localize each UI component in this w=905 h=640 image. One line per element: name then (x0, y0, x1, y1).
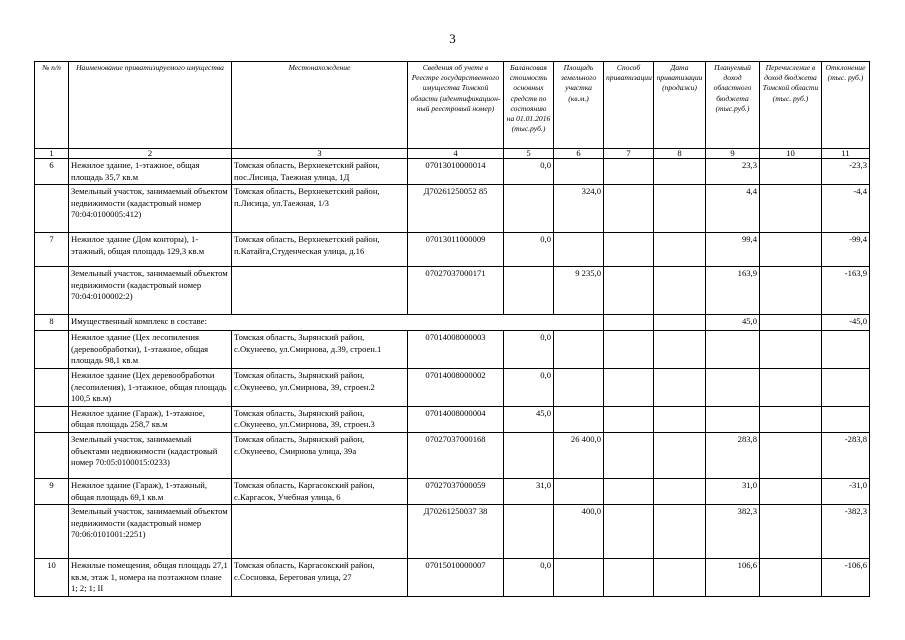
balance-value: 0,0 (504, 559, 554, 597)
table-row (35, 432, 870, 478)
row-number (35, 406, 69, 432)
row-number: 7 (35, 233, 69, 267)
property-name: Земельный участок, занимаемый объектами недвижимости (кадастровый номер 70:05:0100015:0233) (69, 432, 232, 478)
balance-value (504, 432, 554, 478)
deviation: -31,0 (822, 478, 870, 504)
registry-number: 07013010000014 (408, 159, 504, 185)
location: Томская область, Каргасокский район, с.Каргасок, Учебная улица, 6 (232, 478, 408, 504)
header-cell: Местонахождение (232, 62, 408, 149)
privatization-method (604, 559, 654, 597)
registry-number: Д70261250037 38 (408, 505, 504, 559)
budget-transfer (760, 331, 822, 369)
balance-value (504, 267, 554, 315)
table-row (35, 267, 870, 315)
property-name: Земельный участок, занимаемый объектом недвижимости (кадастровый номер 70:04:0100005:412) (69, 185, 232, 233)
column-number-row (35, 149, 870, 159)
column-number: 3 (232, 149, 408, 159)
budget-transfer (760, 432, 822, 478)
privatization-method (604, 478, 654, 504)
row-number: 6 (35, 159, 69, 185)
budget-transfer (760, 406, 822, 432)
privatization-method (604, 368, 654, 406)
header-row (35, 62, 870, 149)
table-row (35, 368, 870, 406)
privatization-method (604, 432, 654, 478)
budget-transfer (760, 315, 822, 331)
column-number: 1 (35, 149, 69, 159)
deviation: -106,6 (822, 559, 870, 597)
registry-number: 07027037000168 (408, 432, 504, 478)
location: Томская область, Зырянский район, с.Окунеево, ул.Смирнова, д.39, строен.1 (232, 331, 408, 369)
land-area (554, 159, 604, 185)
page-number: 3 (449, 31, 456, 46)
deviation: -45,0 (822, 315, 870, 331)
deviation: -23,3 (822, 159, 870, 185)
planned-income: 31,0 (706, 478, 760, 504)
deviation: -163,9 (822, 267, 870, 315)
row-number (35, 267, 69, 315)
land-area (554, 331, 604, 369)
planned-income (706, 406, 760, 432)
complex-heading: Имущественный комплекс в составе: (69, 315, 604, 331)
table-row (35, 406, 870, 432)
privatization-method (604, 406, 654, 432)
location: Томская область, Верхнекетский район, п.Катайга,Студенческая улица, д.16 (232, 233, 408, 267)
header-cell: Сведения об учете в Реестре государственного имущества Томской области (идентификацион-ный реестровый номер) (408, 62, 504, 149)
land-area (554, 368, 604, 406)
table-row (35, 559, 870, 597)
privatization-method (604, 331, 654, 369)
table-row (35, 315, 870, 331)
privatization-date (654, 432, 706, 478)
property-name: Нежилое здание (Гараж), 1-этажный, общая площадь 69,1 кв.м (69, 478, 232, 504)
privatization-date (654, 559, 706, 597)
property-name: Нежилое здание (Гараж), 1-этажное, общая площадь 258,7 кв.м (69, 406, 232, 432)
header-cell: Балансовая стоимость основных средств по состоянию на 01.01.2016 (тыс.руб.) (504, 62, 554, 149)
land-area: 400,0 (554, 505, 604, 559)
row-number: 10 (35, 559, 69, 597)
balance-value: 0,0 (504, 331, 554, 369)
column-number: 11 (822, 149, 870, 159)
privatization-method (604, 315, 654, 331)
privatization-date (654, 315, 706, 331)
column-number: 9 (706, 149, 760, 159)
column-number: 7 (604, 149, 654, 159)
row-number (35, 432, 69, 478)
table-row (35, 159, 870, 185)
table-row (35, 478, 870, 504)
property-name: Нежилое здание (Дом конторы), 1-этажный, общая площадь 129,3 кв.м (69, 233, 232, 267)
balance-value: 0,0 (504, 159, 554, 185)
row-number (35, 505, 69, 559)
column-number: 6 (554, 149, 604, 159)
balance-value (504, 185, 554, 233)
row-number (35, 185, 69, 233)
property-name: Нежилое здание, 1-этажное, общая площадь 35,7 кв.м (69, 159, 232, 185)
privatization-method (604, 233, 654, 267)
deviation: -4,4 (822, 185, 870, 233)
privatization-date (654, 159, 706, 185)
budget-transfer (760, 559, 822, 597)
deviation (822, 406, 870, 432)
land-area (554, 406, 604, 432)
deviation: -283,8 (822, 432, 870, 478)
location: Томская область, Верхнекетский район, п.Лисица, ул.Таежная, 1/3 (232, 185, 408, 233)
planned-income: 45,0 (706, 315, 760, 331)
header-cell: Плануемый доход областного бюджета (тыс.руб.) (706, 62, 760, 149)
row-number: 9 (35, 478, 69, 504)
registry-number: 07014008000003 (408, 331, 504, 369)
table-row (35, 185, 870, 233)
land-area (554, 478, 604, 504)
planned-income (706, 331, 760, 369)
budget-transfer (760, 368, 822, 406)
privatization-method (604, 185, 654, 233)
location: Томская область, Зырянский район, с.Окунеево, ул.Смирнова, 39, строен.3 (232, 406, 408, 432)
registry-number: 07027037000171 (408, 267, 504, 315)
budget-transfer (760, 159, 822, 185)
privatization-date (654, 233, 706, 267)
column-number: 8 (654, 149, 706, 159)
row-number (35, 368, 69, 406)
table-row (35, 505, 870, 559)
property-name: Земельный участок, занимаемый объектом недвижимости (кадастровый номер 70:04:0100002:2) (69, 267, 232, 315)
deviation: -382,3 (822, 505, 870, 559)
budget-transfer (760, 478, 822, 504)
registry-number: 07027037000059 (408, 478, 504, 504)
land-area (554, 233, 604, 267)
planned-income: 163,9 (706, 267, 760, 315)
location: Томская область, Верхнекетский район, пос.Лисица, Таежная улица, 1Д (232, 159, 408, 185)
privatization-date (654, 478, 706, 504)
land-area (554, 559, 604, 597)
location: Томская область, Зырянский район, с.Окунеево, ул.Смирнова, 39, строен.2 (232, 368, 408, 406)
registry-number: 07015010000007 (408, 559, 504, 597)
budget-transfer (760, 267, 822, 315)
deviation: -99,4 (822, 233, 870, 267)
budget-transfer (760, 185, 822, 233)
planned-income: 99,4 (706, 233, 760, 267)
registry-number: Д70261250052 85 (408, 185, 504, 233)
balance-value: 45,0 (504, 406, 554, 432)
property-name: Нежилое здание (Цех лесопиления (деревообработки), 1-этажное, общая площадь 98,1 кв.м (69, 331, 232, 369)
planned-income: 4,4 (706, 185, 760, 233)
location (232, 267, 408, 315)
location: Томская область, Зырянский район, с.Окунеево, Смирнова улица, 39а (232, 432, 408, 478)
planned-income: 23,3 (706, 159, 760, 185)
balance-value: 0,0 (504, 368, 554, 406)
header-cell: Отклонение (тыс. руб.) (822, 62, 870, 149)
column-number: 10 (760, 149, 822, 159)
land-area: 9 235,0 (554, 267, 604, 315)
privatization-date (654, 185, 706, 233)
header-cell: № п/п (35, 62, 69, 149)
land-area: 324,0 (554, 185, 604, 233)
deviation (822, 368, 870, 406)
privatization-date (654, 368, 706, 406)
planned-income: 382,3 (706, 505, 760, 559)
planned-income: 283,8 (706, 432, 760, 478)
deviation (822, 331, 870, 369)
planned-income: 106,6 (706, 559, 760, 597)
row-number (35, 331, 69, 369)
privatization-table (34, 61, 870, 597)
location (232, 505, 408, 559)
budget-transfer (760, 233, 822, 267)
header-cell: Наименование приватизируемого имущества (69, 62, 232, 149)
planned-income (706, 368, 760, 406)
header-cell: Дата приватизации (продажи) (654, 62, 706, 149)
header-cell: Способ приватизации (604, 62, 654, 149)
column-number: 2 (69, 149, 232, 159)
privatization-date (654, 267, 706, 315)
privatization-method (604, 505, 654, 559)
header-cell: Перечисление в доход бюджета Томской области (тыс. руб.) (760, 62, 822, 149)
table-row (35, 233, 870, 267)
row-number: 8 (35, 315, 69, 331)
balance-value: 31,0 (504, 478, 554, 504)
column-number: 4 (408, 149, 504, 159)
property-name: Нежилые помещения, общая площадь 27,1 кв.м, этаж 1, номера на поэтажном плане 1; 2; 1; II (69, 559, 232, 597)
location: Томская область, Каргасокский район, с.Сосновка, Береговая улица, 27 (232, 559, 408, 597)
balance-value: 0,0 (504, 233, 554, 267)
property-name: Нежилое здание (Цех деревообработки (лесопиления), 1-этажное, общая площадь 100,5 кв.м) (69, 368, 232, 406)
budget-transfer (760, 505, 822, 559)
balance-value (504, 505, 554, 559)
land-area: 26 400,0 (554, 432, 604, 478)
privatization-date (654, 331, 706, 369)
table-row (35, 331, 870, 369)
privatization-method (604, 267, 654, 315)
privatization-date (654, 406, 706, 432)
privatization-method (604, 159, 654, 185)
registry-number: 07014008000002 (408, 368, 504, 406)
header-cell: Площадь земельного участка (кв.м.) (554, 62, 604, 149)
privatization-date (654, 505, 706, 559)
property-name: Земельный участок, занимаемый объектом недвижимости (кадастровый номер 70:06:0101001:2251) (69, 505, 232, 559)
registry-number: 07013011000009 (408, 233, 504, 267)
registry-number: 07014008000004 (408, 406, 504, 432)
column-number: 5 (504, 149, 554, 159)
